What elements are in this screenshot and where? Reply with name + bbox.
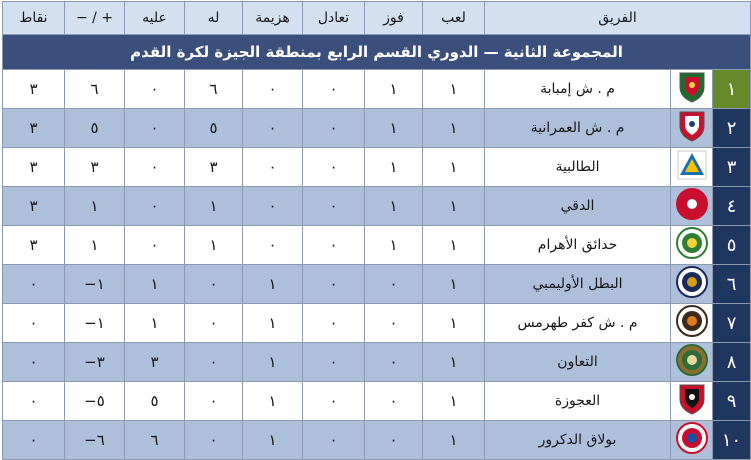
header-goals-against: عليه [125,2,185,35]
table-row [3,148,751,187]
drawn-cell: ٠ [303,265,365,304]
header-goal-diff: + / − [65,2,125,35]
lost-cell: ١ [243,421,303,460]
points-cell: ٣ [3,148,65,187]
goal-diff-cell: ٣− [65,343,125,382]
team-name: الطالبية [485,148,671,187]
team-name: م . ش كفر طهرمس [485,304,671,343]
goal-diff-cell: ٥ [65,109,125,148]
team-logo-cell [671,382,713,421]
lost-cell: ١ [243,265,303,304]
team-logo-cell [671,70,713,109]
lost-cell: ١ [243,343,303,382]
team-name: بولاق الدكرور [485,421,671,460]
goals-for-cell: ٥ [185,109,243,148]
goals-against-cell: ٠ [125,226,185,265]
team-name: التعاون [485,343,671,382]
group-title: المجموعة الثانية — الدوري القسم الرابع بمنطقة الجيزة لكرة القدم [3,35,751,70]
points-cell: ٠ [3,265,65,304]
won-cell: ١ [365,187,423,226]
team-logo-cell [671,343,713,382]
goal-diff-cell: ١ [65,226,125,265]
points-cell: ٣ [3,187,65,226]
goals-for-cell: ٠ [185,265,243,304]
drawn-cell: ٠ [303,304,365,343]
rank-cell: ١ [713,70,751,109]
header-row [3,2,751,35]
rank-cell: ١٠ [713,421,751,460]
lost-cell: ٠ [243,187,303,226]
team-logo-cell [671,148,713,187]
table-row [3,70,751,109]
goals-against-cell: ٦ [125,421,185,460]
points-cell: ٠ [3,382,65,421]
goals-for-cell: ٠ [185,343,243,382]
rank-cell: ٢ [713,109,751,148]
team-logo-cell [671,304,713,343]
played-cell: ١ [423,148,485,187]
won-cell: ١ [365,226,423,265]
points-cell: ٣ [3,226,65,265]
won-cell: ٠ [365,382,423,421]
lost-cell: ٠ [243,226,303,265]
rank-cell: ٣ [713,148,751,187]
goal-diff-cell: ٥− [65,382,125,421]
team-name: حدائق الأهرام [485,226,671,265]
header-team: الفريق [485,2,751,35]
goals-against-cell: ١ [125,265,185,304]
drawn-cell: ٠ [303,382,365,421]
goal-diff-cell: ١ [65,187,125,226]
rank-cell: ٦ [713,265,751,304]
shield-logo [671,71,712,107]
team-logo-cell [671,226,713,265]
won-cell: ١ [365,148,423,187]
goal-diff-cell: ٦− [65,421,125,460]
drawn-cell: ٠ [303,109,365,148]
team-name: البطل الأوليمبي [485,265,671,304]
round-logo [671,344,712,380]
round-logo [671,266,712,302]
won-cell: ١ [365,70,423,109]
goal-diff-cell: ١− [65,304,125,343]
round-logo [671,188,712,224]
played-cell: ١ [423,304,485,343]
goal-diff-cell: ٦ [65,70,125,109]
lost-cell: ١ [243,304,303,343]
round-logo [671,305,712,341]
goals-against-cell: ٥ [125,382,185,421]
table-row [3,187,751,226]
goals-against-cell: ٠ [125,109,185,148]
table-row [3,109,751,148]
header-won: فوز [365,2,423,35]
table-row [3,304,751,343]
drawn-cell: ٠ [303,421,365,460]
lost-cell: ١ [243,382,303,421]
header-lost: هزيمة [243,2,303,35]
team-logo-cell [671,265,713,304]
lost-cell: ٠ [243,70,303,109]
points-cell: ٠ [3,343,65,382]
header-played: لعب [423,2,485,35]
won-cell: ٠ [365,304,423,343]
goals-for-cell: ١ [185,226,243,265]
drawn-cell: ٠ [303,148,365,187]
team-name: العجوزة [485,382,671,421]
won-cell: ٠ [365,265,423,304]
round-logo [671,227,712,263]
rank-cell: ٥ [713,226,751,265]
played-cell: ١ [423,109,485,148]
shield-logo [671,383,712,419]
goals-for-cell: ٣ [185,148,243,187]
goals-for-cell: ٠ [185,304,243,343]
points-cell: ٣ [3,70,65,109]
goals-for-cell: ٠ [185,421,243,460]
played-cell: ١ [423,382,485,421]
lost-cell: ٠ [243,148,303,187]
played-cell: ١ [423,187,485,226]
goal-diff-cell: ١− [65,265,125,304]
table-row [3,265,751,304]
played-cell: ١ [423,70,485,109]
header-goals-for: له [185,2,243,35]
goals-for-cell: ٠ [185,382,243,421]
shield-logo [671,110,712,146]
played-cell: ١ [423,343,485,382]
team-logo-cell [671,109,713,148]
played-cell: ١ [423,421,485,460]
rank-cell: ٧ [713,304,751,343]
goals-for-cell: ١ [185,187,243,226]
drawn-cell: ٠ [303,70,365,109]
table-row [3,343,751,382]
played-cell: ١ [423,226,485,265]
goals-against-cell: ٣ [125,343,185,382]
goal-diff-cell: ٣ [65,148,125,187]
goals-against-cell: ١ [125,304,185,343]
rank-cell: ٩ [713,382,751,421]
won-cell: ١ [365,109,423,148]
table-row [3,382,751,421]
won-cell: ٠ [365,343,423,382]
goals-against-cell: ٠ [125,70,185,109]
points-cell: ٠ [3,421,65,460]
drawn-cell: ٠ [303,187,365,226]
standings-table [2,1,751,460]
team-name: م . ش العمرانية [485,109,671,148]
header-drawn: تعادل [303,2,365,35]
group-title-row [3,35,751,70]
header-points: نقاط [3,2,65,35]
goals-for-cell: ٦ [185,70,243,109]
team-name: الدقي [485,187,671,226]
lost-cell: ٠ [243,109,303,148]
round-logo [671,422,712,458]
points-cell: ٣ [3,109,65,148]
won-cell: ٠ [365,421,423,460]
table-row [3,421,751,460]
table-body [3,70,751,460]
rank-cell: ٤ [713,187,751,226]
points-cell: ٠ [3,304,65,343]
drawn-cell: ٠ [303,226,365,265]
rank-cell: ٨ [713,343,751,382]
team-logo-cell [671,421,713,460]
drawn-cell: ٠ [303,343,365,382]
goals-against-cell: ٠ [125,148,185,187]
played-cell: ١ [423,265,485,304]
table-row [3,226,751,265]
team-logo-cell [671,187,713,226]
goals-against-cell: ٠ [125,187,185,226]
team-name: م . ش إمبابة [485,70,671,109]
triangle-logo [671,150,712,184]
